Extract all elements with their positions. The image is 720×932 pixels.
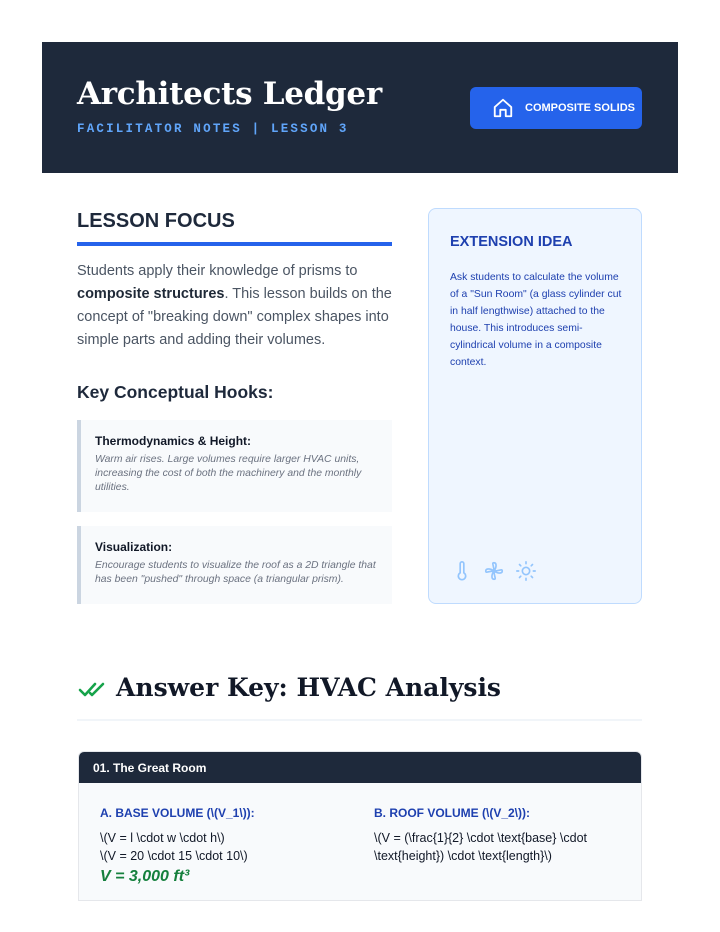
hook-text: Warm air rises. Large volumes require larger HVAC units, increasing the cost of both the machinery and the monthly utilities.: [95, 454, 362, 494]
roof-formula: \(V = (\frac{1}{2} \cdot \text{base} \cdot \text{height}) \cdot \text{length}\): [374, 831, 587, 863]
sun-icon: [515, 560, 537, 582]
lesson-focus-text-end: . This lesson builds on the concept of "breaking down" complex shapes into simple parts and adding their volumes.: [77, 286, 392, 348]
double-check-icon: [78, 680, 106, 700]
composite-solids-label: COMPOSITE SOLIDS: [525, 102, 636, 114]
hook-title: Visualization:: [95, 540, 173, 554]
base-volume-column: [100, 806, 350, 886]
hooks-heading: Key Conceptual Hooks:: [77, 382, 274, 402]
answer-key-heading: Answer Key: HVAC Analysis: [116, 673, 502, 702]
answer-key-divider: [77, 719, 642, 721]
fan-icon: [483, 560, 505, 582]
brand-title: Architects Ledger: [77, 76, 382, 112]
lesson-focus-heading: LESSON FOCUS: [77, 210, 235, 232]
home-icon: [492, 97, 514, 119]
hook-text: Encourage students to visualize the roof as a 2D triangle that has been "pushed" through space (a triangular prism).: [95, 560, 376, 586]
roof-volume-label: B. ROOF VOLUME (\(V_2\)):: [374, 806, 530, 820]
lesson-focus-text-start: Students apply their knowledge of prisms to: [77, 263, 358, 279]
lesson-focus-emphasis: composite structures: [77, 286, 225, 302]
hook-card: [77, 526, 392, 604]
extension-icons: [451, 560, 537, 582]
hook-card: [77, 420, 392, 512]
page-header: [42, 42, 678, 173]
composite-solids-button[interactable]: [470, 87, 642, 129]
base-volume-label: A. BASE VOLUME (\(V_1\)):: [100, 806, 255, 820]
brand-subtitle: FACILITATOR NOTES | LESSON 3: [77, 122, 349, 136]
lesson-focus-divider: [77, 242, 392, 246]
base-volume-result: V = 3,000 ft³: [100, 868, 190, 885]
room-title: 01. The Great Room: [79, 752, 641, 783]
base-formula: \(V = l \cdot w \cdot h\): [100, 831, 225, 845]
extension-card: [428, 208, 642, 604]
thermometer-icon: [451, 560, 473, 582]
extension-title: EXTENSION IDEA: [450, 234, 573, 250]
lesson-focus-text: [77, 260, 397, 352]
extension-text: Ask students to calculate the volume of a "Sun Room" (a glass cylinder cut in half lengthwise) attached to the house. This introduces semi-cylindrical volume in a composite context.: [450, 272, 622, 368]
room-card: [78, 751, 642, 901]
roof-volume-column: [374, 806, 624, 865]
hook-title: Thermodynamics & Height:: [95, 434, 252, 448]
base-substitution: \(V = 20 \cdot 15 \cdot 10\): [100, 848, 248, 863]
